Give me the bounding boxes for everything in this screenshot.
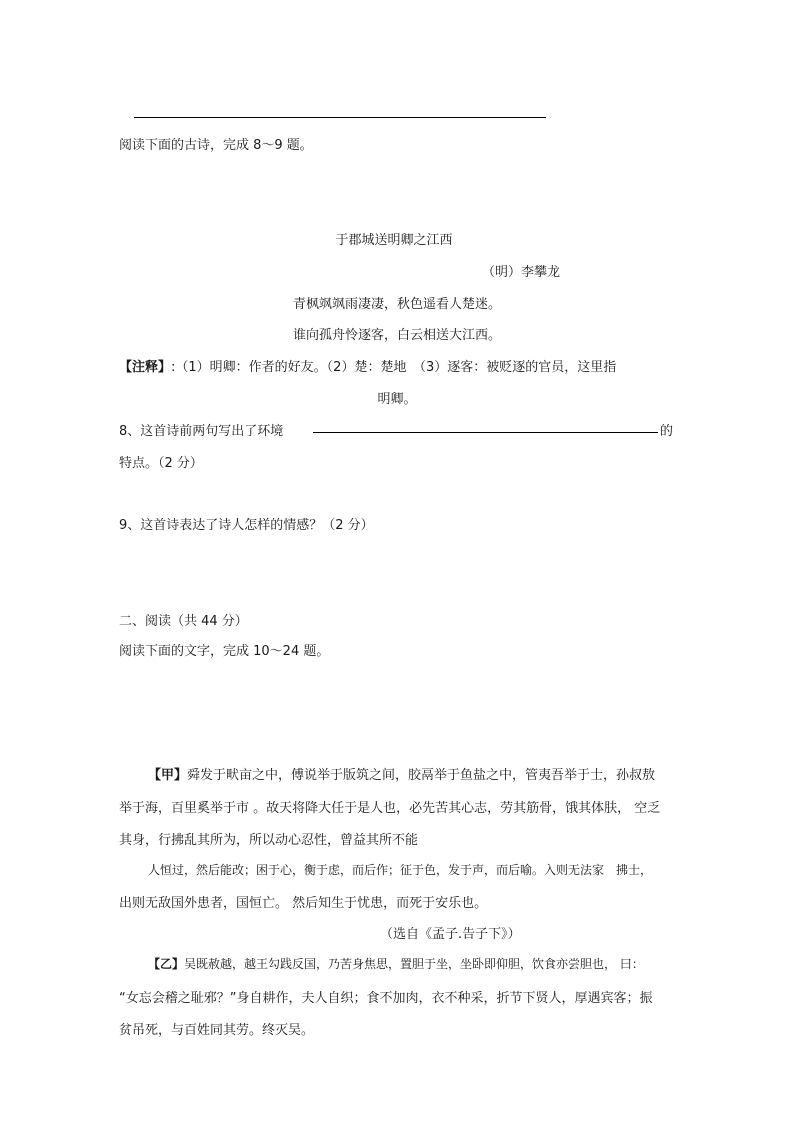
passage-jia-line-1: 【甲】舜发于畎亩之中，傅说举于版筑之间，胶鬲举于鱼盐之中，管夷吾举于士，孙叔敖 — [148, 768, 656, 783]
question-8-continued: 特点。（2 分） — [119, 456, 203, 471]
top-answer-line — [134, 117, 546, 118]
poem-intro: 阅读下面的古诗，完成 8～9 题。 — [119, 138, 313, 153]
passage-jia-source: （选自《孟子.告子下》） — [380, 927, 521, 942]
question-9: 9、这首诗表达了诗人怎样的情感？（2 分） — [119, 518, 374, 533]
question-8-suffix: 的 — [660, 424, 674, 439]
q8-answer-line — [313, 432, 658, 433]
poem-title: 于郡城送明卿之江西 — [335, 233, 453, 248]
notes-text: :（1）明卿：作者的好友。（2）楚：楚地 （3）逐客：被贬逐的官员，这里指 — [171, 360, 617, 375]
poem-line-1: 青枫飒飒雨凄凄，秋色遥看人楚迷。 — [292, 297, 501, 312]
question-8: 8、这首诗前两句写出了环境 — [119, 424, 284, 439]
poem-line-2: 谁向孤舟怜逐客，白云相送大江西。 — [292, 328, 501, 343]
notes-label: 【注释】 — [119, 360, 172, 375]
passage-yi-line-1: 【乙】吴既赦越，越王勾践反国，乃苦身焦思，置胆于坐，坐卧即仰胆，饮食亦尝胆也， 曰： — [148, 957, 644, 971]
section-2-intro: 阅读下面的文字，完成 10～24 题。 — [119, 644, 330, 659]
poem-author: （明）李攀龙 — [482, 265, 561, 280]
passage-jia-line-3: 其身，行拂乱其所为，所以动心忍性，曾益其所不能 — [119, 833, 419, 848]
poem-notes — [119, 356, 616, 375]
passage-jia-line-4: 人恒过，然后能改；困于心，衡于虑，而后作；征于色，发于声，而后喻。入则无法家 拂士， — [148, 863, 653, 877]
passage-yi-label: 【乙】 — [148, 957, 185, 971]
passage-jia-line-5: 出则无敌国外患者，国恒亡。 然后知生于忧患，而死于安乐也。 — [119, 896, 488, 911]
passage-yi-line-2: “女忘会稽之耻邪？”身自耕作，夫人自织；食不加肉，衣不种采，折节下贤人，厚遇宾客；振 — [119, 991, 653, 1006]
section-2-heading: 二、阅读（共 44 分） — [119, 614, 248, 629]
passage-yi-line-3: 贫吊死，与百姓同其劳。终灭吴。 — [119, 1023, 315, 1038]
poem-notes-continued: 明卿。 — [377, 392, 417, 407]
passage-jia-label: 【甲】 — [148, 768, 188, 783]
passage-jia-line-2: 举于海，百里奚举于市 。故天将降大任于是人也，必先苦其心志，劳其筋骨，饿其体肤， 空乏 — [119, 801, 661, 816]
